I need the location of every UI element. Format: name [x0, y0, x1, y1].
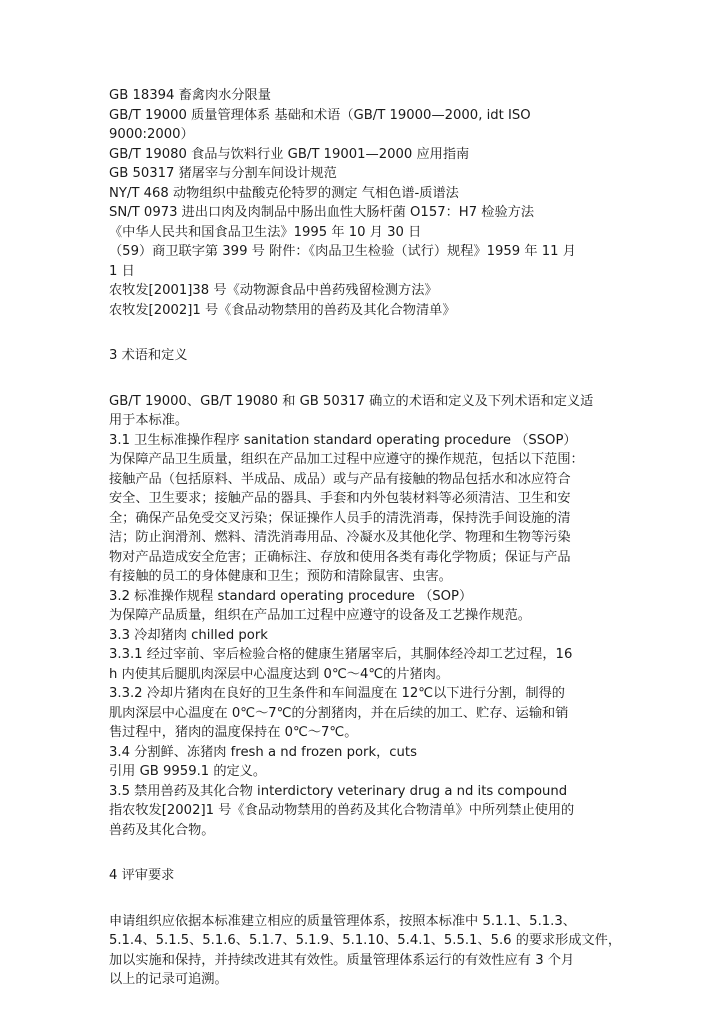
reference-line: （59）商卫联字第 399 号 附件：《肉品卫生检验（试行）规程》1959 年 11 月	[109, 244, 576, 259]
body-line: 3.3.2 冷却片猪肉在良好的卫生条件和车间温度在 12℃以下进行分割，制得的	[109, 686, 565, 701]
body-line: 有接触的员工的身体健康和卫生；预防和清除鼠害、虫害。	[109, 569, 452, 584]
body-line: 3.3.1 经过宰前、宰后检验合格的健康生猪屠宰后，其胴体经冷却工艺过程，16	[109, 647, 573, 662]
section-heading-4: 4 评审要求	[109, 867, 175, 883]
section-3-body	[109, 392, 621, 841]
body-line: 指农牧发[2002]1 号《食品动物禁用的兽药及其化合物清单》中所列禁止使用的	[109, 803, 575, 818]
body-line: 肌肉深层中心温度在 0℃～7℃的分割猪肉，并在后续的加工、贮存、运输和销	[109, 705, 569, 721]
body-line: 物对产品造成安全危害；正确标注、存放和使用各类有毒化学物质；保证与产品	[109, 549, 571, 565]
body-line: 3.5 禁用兽药及其化合物 interdictory veterinary drug a nd its compound	[109, 783, 568, 799]
reference-line: 1 日	[109, 263, 135, 279]
reference-line: 农牧发[2002]1 号《食品动物禁用的兽药及其化合物清单》	[109, 302, 456, 318]
body-line: 以上的记录可追溯。	[109, 972, 228, 987]
reference-line: GB/T 19000 质量管理体系 基础和术语（GB/T 19000—2000, idt ISO	[109, 107, 531, 123]
body-line: 兽药及其化合物。	[109, 822, 215, 838]
section-4-body	[109, 912, 621, 990]
reference-line: GB/T 19080 食品与饮料行业 GB/T 19001—2000 应用指南	[109, 146, 470, 162]
body-line: 安全、卫生要求；接触产品的器具、手套和内外包装材料等必须清洁、卫生和安	[109, 491, 571, 506]
document-page	[109, 86, 621, 990]
body-line: 3.4 分割鲜、冻猪肉 fresh a nd frozen pork，cuts	[109, 744, 417, 760]
body-line: GB/T 19000、GB/T 19080 和 GB 50317 确立的术语和定义及下列术语和定义适	[109, 393, 594, 409]
body-line: 洁；防止润滑剂、燃料、清洗消毒用品、冷凝水及其他化学、物理和生物等污染	[109, 530, 571, 545]
body-line: 3.2 标准操作规程 standard operating procedure （SOP）	[109, 588, 473, 604]
reference-line: GB 18394 畜禽肉水分限量	[109, 88, 271, 103]
body-line: 为保障产品质量，组织在产品加工过程中应遵守的设备及工艺操作规范。	[109, 608, 531, 623]
body-line: 加以实施和保持，并持续改进其有效性。质量管理体系运行的有效性应有 3 个月	[109, 952, 575, 968]
body-line: 3.1 卫生标准操作程序 sanitation standard operating procedure （SSOP）	[109, 432, 577, 448]
reference-line: NY/T 468 动物组织中盐酸克伦特罗的测定 气相色谱-质谱法	[109, 185, 459, 201]
body-line: 接触产品（包括原料、半成品、成品）或与产品有接触的物品包括水和冰应符合	[109, 471, 571, 487]
reference-line: 9000:2000）	[109, 127, 194, 142]
reference-line: 农牧发[2001]38 号《动物源食品中兽药残留检测方法》	[109, 283, 438, 298]
body-line: 为保障产品卫生质量，组织在产品加工过程中应遵守的操作规范，包括以下范围：	[109, 452, 584, 467]
reference-line: 《中华人民共和国食品卫生法》1995 年 10 月 30 日	[109, 224, 422, 240]
body-line: 引用 GB 9959.1 的定义。	[109, 764, 267, 779]
normative-references	[109, 86, 621, 320]
reference-line: SN/T 0973 进出口肉及肉制品中肠出血性大肠杆菌 O157：H7 检验方法	[109, 205, 535, 220]
body-line: 全；确保产品免受交叉污染；保证操作人员手的清洗消毒，保持洗手间设施的清	[109, 510, 571, 526]
body-line: 5.1.4、5.1.5、5.1.6、5.1.7、5.1.9、5.1.10、5.4.1、5.5.1、5.6 的要求形成文件，	[109, 933, 621, 948]
body-line: 用于本标准。	[109, 413, 189, 428]
reference-line: GB 50317 猪屠宰与分割车间设计规范	[109, 166, 337, 181]
body-line: h 内使其后腿肌肉深层中心温度达到 0℃～4℃的片猪肉。	[109, 666, 450, 682]
body-line: 申请组织应依据本标准建立相应的质量管理体系，按照本标准中 5.1.1、5.1.3、	[109, 913, 576, 929]
section-heading-3: 3 术语和定义	[109, 347, 188, 363]
body-line: 3.3 冷却猪肉 chilled pork	[109, 627, 268, 643]
body-line: 售过程中，猪肉的温度保持在 0℃～7℃。	[109, 725, 358, 740]
